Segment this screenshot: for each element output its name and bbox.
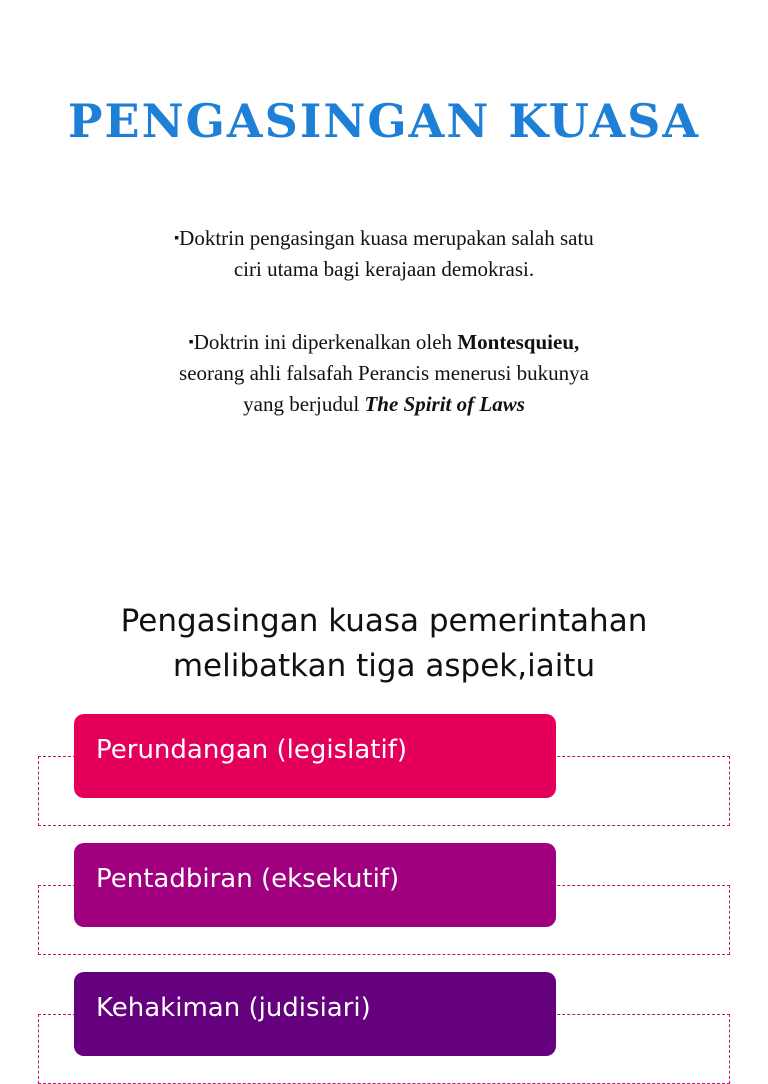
aspect-judiciary — [74, 972, 556, 1056]
paragraph-doctrine — [84, 223, 684, 285]
heading-line-1: Pengasingan kuasa pemerintahan — [120, 603, 648, 639]
aspect-legislative-label: Perundangan (legislatif) — [96, 735, 407, 765]
heading-line-2: melibatkan tiga aspek,iaitu — [172, 648, 596, 684]
slide-two — [0, 536, 768, 1024]
book-title: The Spirit of Laws — [364, 392, 525, 416]
slide-two-heading — [0, 599, 768, 689]
aspect-executive-label: Pentadbiran (eksekutif) — [96, 864, 400, 894]
author-name: Montesquieu, — [457, 330, 580, 354]
paragraph-1-line-1: Doktrin pengasingan kuasa merupakan salah satu — [179, 226, 594, 250]
paragraph-2-line-2: seorang ahli falsafah Perancis menerusi bukunya — [179, 361, 589, 385]
paragraph-2-line-3-prefix: yang berjudul — [243, 392, 365, 416]
bullet-icon: ▪ — [188, 335, 194, 350]
slide-one — [0, 0, 768, 536]
slide-title: PENGASINGAN KUASA — [67, 94, 701, 148]
paragraph-1-line-2: ciri utama bagi kerajaan demokrasi. — [233, 257, 535, 281]
paragraph-montesquieu — [84, 327, 684, 420]
bullet-icon: ▪ — [174, 231, 180, 246]
aspect-judiciary-label: Kehakiman (judisiari) — [96, 993, 371, 1023]
aspect-executive — [74, 843, 556, 927]
paragraph-2-line-1-prefix: Doktrin ini diperkenalkan oleh — [193, 330, 458, 354]
aspect-legislative — [74, 714, 556, 798]
